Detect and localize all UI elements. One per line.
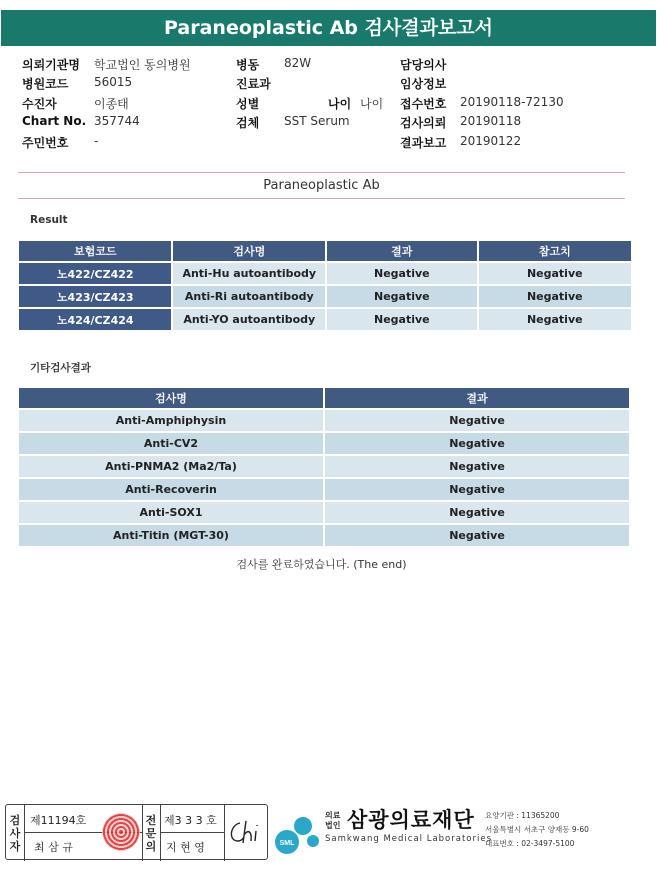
test-result: Negative — [325, 502, 629, 523]
other-table-header — [19, 388, 629, 408]
header-insurance-code: 보험코드 — [19, 241, 171, 261]
header-reference: 참고치 — [479, 241, 631, 261]
info-row-4 — [22, 114, 642, 133]
institution-label: 의뢰기관명 — [22, 58, 80, 72]
chart-value: 357744 — [94, 114, 140, 129]
institution-value: 학교법인 동의병원 — [94, 58, 191, 72]
report-title: Paraneoplastic Ab 검사결과보고서 — [1, 10, 656, 46]
examiner-label: 검 사 자 — [9, 813, 21, 853]
test-name: Anti-Amphiphysin — [19, 410, 323, 431]
table-row — [19, 410, 629, 431]
test-result: Negative — [325, 479, 629, 500]
specimen-value: SST Serum — [284, 114, 350, 129]
table-row — [19, 263, 631, 284]
collector-value: 이종태 — [94, 96, 129, 111]
info-row-1 — [22, 56, 642, 75]
examiner-name: 최 삼 규 — [34, 841, 73, 854]
test-name: Anti-Recoverin — [19, 479, 323, 500]
ward-label: 병동 — [236, 58, 260, 72]
org-english-name: Samkwang Medical Laboratories — [325, 834, 493, 844]
ward-value: 82W — [284, 56, 312, 70]
report-label: 결과보고 — [400, 135, 447, 150]
test-result: Negative — [327, 309, 476, 330]
table-row — [19, 502, 629, 523]
specialist-label: 전 문 의 — [145, 813, 157, 853]
end-note: 검사를 완료하였습니다. (The end) — [236, 558, 407, 571]
test-reference: Negative — [479, 286, 631, 307]
test-name: Anti-YO autoantibody — [173, 309, 325, 330]
dept-label: 진료과 — [236, 77, 271, 92]
info-row-2 — [22, 75, 642, 94]
test-result: Negative — [327, 263, 476, 284]
result-table — [17, 239, 633, 332]
age-label: 나이 — [328, 96, 352, 111]
other-results-table — [17, 386, 631, 548]
hospital-code-value: 56015 — [94, 75, 133, 90]
other-results-label: 기타검사결과 — [30, 362, 91, 374]
test-name: Anti-Titin (MGT-30) — [19, 525, 323, 546]
chart-label: Chart No. — [22, 114, 87, 129]
section-title: Paraneoplastic Ab — [263, 178, 380, 193]
org-code: 요양기관 : 11365200 — [485, 811, 560, 820]
header-result: 결과 — [325, 388, 629, 408]
insurance-code: 노424/CZ424 — [19, 309, 171, 330]
request-label: 검사의뢰 — [400, 116, 447, 131]
examiner-license: 제11194호 — [30, 814, 87, 827]
specimen-label: 검체 — [236, 116, 260, 131]
official-seal — [102, 813, 140, 851]
test-result: Negative — [325, 433, 629, 454]
insurance-code: 노423/CZ423 — [19, 286, 171, 307]
test-name: Anti-Hu autoantibody — [173, 263, 325, 284]
header-test-name: 검사명 — [173, 241, 325, 261]
collector-label: 수진자 — [22, 96, 57, 111]
logo-text: SML — [279, 840, 295, 847]
header-test-name: 검사명 — [19, 388, 323, 408]
table-row — [19, 309, 631, 330]
resident-label: 주민번호 — [22, 135, 69, 150]
section-divider-top — [18, 172, 625, 173]
table-row — [19, 286, 631, 307]
test-result: Negative — [325, 456, 629, 477]
org-address: 서울특별시 서초구 양재동 9-60 — [485, 825, 589, 834]
hospital-code-label: 병원코드 — [22, 77, 69, 92]
test-name: Anti-PNMA2 (Ma2/Ta) — [19, 456, 323, 477]
table-row — [19, 479, 629, 500]
insurance-code: 노422/CZ422 — [19, 263, 171, 284]
test-name: Anti-CV2 — [19, 433, 323, 454]
test-result: Negative — [325, 525, 629, 546]
test-name: Anti-SOX1 — [19, 502, 323, 523]
sml-logo-icon — [273, 808, 323, 858]
footer — [5, 800, 655, 862]
info-row-3 — [22, 95, 642, 114]
sex-label: 성별 — [236, 96, 260, 111]
specialist-license: 제3 3 3 호 — [164, 814, 217, 827]
receipt-value: 20190118-72130 — [460, 94, 564, 109]
table-row — [19, 525, 629, 546]
org-prefix: 의료 법인 — [325, 811, 341, 830]
signature-image — [226, 817, 266, 849]
patient-info — [22, 56, 642, 153]
result-label: Result — [30, 214, 68, 226]
test-result: Negative — [327, 286, 476, 307]
header-result: 결과 — [327, 241, 476, 261]
test-reference: Negative — [479, 309, 631, 330]
test-name: Anti-Ri autoantibody — [173, 286, 325, 307]
org-name: 삼광의료재단 — [347, 808, 475, 832]
test-result: Negative — [325, 410, 629, 431]
info-row-5 — [22, 134, 642, 153]
table-row — [19, 456, 629, 477]
resident-value: - — [94, 133, 99, 148]
clinical-label: 임상정보 — [400, 77, 447, 92]
result-table-header — [19, 241, 631, 261]
doctor-label: 담당의사 — [400, 58, 447, 72]
specialist-name: 지 현 영 — [166, 841, 205, 854]
section-divider-bottom — [18, 198, 625, 199]
test-reference: Negative — [479, 263, 631, 284]
report-value: 20190122 — [460, 133, 522, 148]
signature-box — [5, 804, 268, 860]
table-row — [19, 433, 629, 454]
request-value: 20190118 — [460, 114, 522, 129]
receipt-label: 접수번호 — [400, 96, 447, 111]
age-value: 나이 — [360, 96, 384, 111]
org-phone: 대표번호 : 02-3497-5100 — [485, 839, 575, 848]
